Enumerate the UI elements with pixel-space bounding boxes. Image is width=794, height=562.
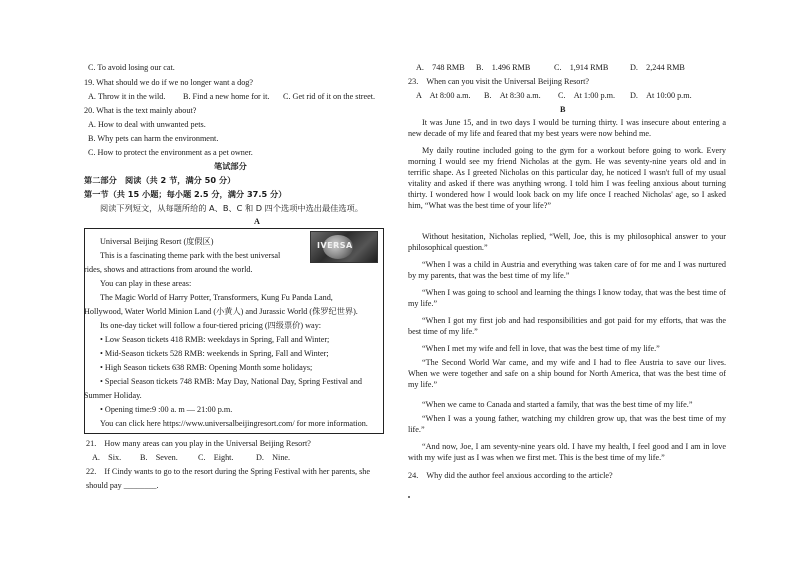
q21-option-c: C. Eight.	[198, 453, 234, 462]
q19-option-b: B. Find a new home for it.	[183, 92, 270, 101]
passage-b-para-11: “And now, Joe, I am seventy-nine years old. I have my health, I feel good and I am in love with my wife just as I was when we first met. This is the best time of my life.”	[408, 442, 726, 463]
passage-b-para-3: Without hesitation, Nicholas replied, “Well, Joe, this is my philosophical answer to your philosophical question.”	[408, 232, 726, 253]
box-line-4: The Magic World of Harry Potter, Transformers, Kung Fu Panda Land,	[100, 293, 333, 302]
q23-stem: 23. When can you visit the Universal Beijing Resort?	[408, 77, 589, 86]
q22-option-a: A. 748 RMB	[416, 63, 465, 72]
page-mark	[408, 496, 410, 498]
passage-b-para-6: “When I got my first job and had responsibilities and got paid for my efforts, that was the best time of my life.”	[408, 316, 726, 337]
passage-b-para-4: “When I was a child in Austria and everything was taken care of for me and I was nurtured by my parents, that was the best time of my life.”	[408, 260, 726, 281]
passage-b-para-5: “When I was going to school and learning the things I know today, that was the best time of my life.”	[408, 288, 726, 309]
ticket-special-season-cont: Summer Holiday.	[84, 391, 142, 400]
passage-b-para-10: “When I was a young father, watching my children grow up, that was the best time of my life.”	[408, 414, 726, 435]
q23-option-a: A At 8:00 a.m.	[416, 91, 471, 100]
section-title: 笔试部分	[214, 161, 247, 171]
passage-b-para-8: “The Second World War came, and my wife and I had to flee Austria to save our lives. When we were together and safe on a ship bound for North America, that was the best time of my life.”	[408, 358, 726, 390]
reading-instruction: 阅读下列短文，从每题所给的 A、B、C 和 D 四个选项中选出最佳选项。	[100, 203, 363, 213]
q23-options	[416, 90, 692, 101]
q19-options	[88, 91, 375, 102]
q24-stem: 24. Why did the author feel anxious according to the article?	[408, 471, 613, 480]
box-line-1: This is a fascinating theme park with the best universal	[100, 251, 281, 260]
q20-stem: 20. What is the text mainly about?	[84, 106, 197, 115]
q20-option-b: B. Why pets can harm the environment.	[88, 134, 219, 143]
q18-option-c: C. To avoid losing our cat.	[88, 63, 175, 72]
q22-stem-line1: 22. If Cindy wants to go to the resort during the Spring Festival with her parents, she	[86, 467, 371, 476]
q21-options	[92, 452, 290, 463]
ticket-high-season: • High Season tickets 638 RMB: Opening Month some holidays;	[100, 363, 313, 372]
thumb-text: IVERSA	[317, 241, 353, 250]
q20-option-a: A. How to deal with unwanted pets.	[88, 120, 206, 129]
passage-b-label: B	[560, 105, 566, 114]
passage-b-para-9: “When we came to Canada and started a family, that was the best time of my life.”	[422, 400, 693, 409]
q22-options	[416, 62, 685, 73]
q19-option-c: C. Get rid of it on the street.	[283, 92, 376, 101]
box-line-6: Its one-day ticket will follow a four-tiered pricing (四级票价) way:	[100, 321, 322, 330]
passage-b-para-1: It was June 15, and in two days I would be turning thirty. I was insecure about entering a new decade of my life and feared that my best years were now behind me.	[408, 118, 726, 139]
box-line-3: You can play in these areas:	[100, 279, 192, 288]
passage-b-para-2: My daily routine included going to the gym for a workout before going to work. Every morning I would see my friend Nicholas at the gym. He was seventy-nine years old and in terrific shape. As I greeted Nicholas on this particular day, he noticed I wasn't full of my usual vitality and asked if there was anything wrong. I told him I was feeling anxious about turning thirty. I wondered how I would look back on my life once I reached Nicholas' age, so I asked him, “What was the best time of your life?”	[408, 146, 726, 211]
resort-globe-image	[310, 231, 378, 263]
q23-option-b: B. At 8:30 a.m.	[484, 91, 541, 100]
q22-option-d: D. 2,244 RMB	[630, 63, 685, 72]
ticket-special-season: • Special Season tickets 748 RMB: May Day, National Day, Spring Festival and	[100, 377, 362, 386]
q20-option-c: C. How to protect the environment as a pet owner.	[88, 148, 253, 157]
q21-option-b: B. Seven.	[140, 453, 178, 462]
q19-stem: 19. What should we do if we no longer want a dog?	[84, 78, 254, 87]
q21-option-d: D. Nine.	[256, 453, 291, 462]
passage-a-label: A	[254, 217, 260, 226]
ticket-mid-season: • Mid-Season tickets 528 RMB: weekends in Spring, Fall and Winter;	[100, 349, 329, 358]
q19-option-a: A. Throw it in the wild.	[88, 92, 166, 101]
q21-stem: 21. How many areas can you play in the Universal Beijing Resort?	[86, 439, 311, 448]
box-line-5: Hollywood, Water World Minion Land (小黄人) and Jurassic World (侏罗纪世界).	[84, 307, 358, 316]
part2-heading: 第二部分 阅读（共 2 节，满分 50 分）	[84, 175, 236, 185]
q23-option-d: D. At 10:00 p.m.	[630, 91, 692, 100]
q23-option-c: C. At 1:00 p.m.	[558, 91, 616, 100]
section1-heading: 第一节（共 15 小题；每小题 2.5 分，满分 37.5 分）	[84, 189, 287, 199]
opening-time: • Opening time:9 :00 a. m — 21:00 p.m.	[100, 405, 233, 414]
q21-option-a: A. Six.	[92, 453, 122, 462]
q22-option-b: B. 1.496 RMB	[476, 63, 531, 72]
box-line-2: rides, shows and attractions from around the world.	[84, 265, 253, 274]
passage-b-para-7: “When I met my wife and fell in love, that was the best time of my life.”	[422, 344, 660, 353]
q22-option-c: C. 1,914 RMB	[554, 63, 609, 72]
box-title: Universal Beijing Resort (度假区)	[100, 237, 214, 246]
ticket-low-season: • Low Season tickets 418 RMB: weekdays in Spring, Fall and Winter;	[100, 335, 330, 344]
more-info-link: You can click here https://www.universalbeijingresort.com/ for more information.	[100, 419, 368, 428]
q22-stem-line2: should pay ________.	[86, 481, 159, 490]
